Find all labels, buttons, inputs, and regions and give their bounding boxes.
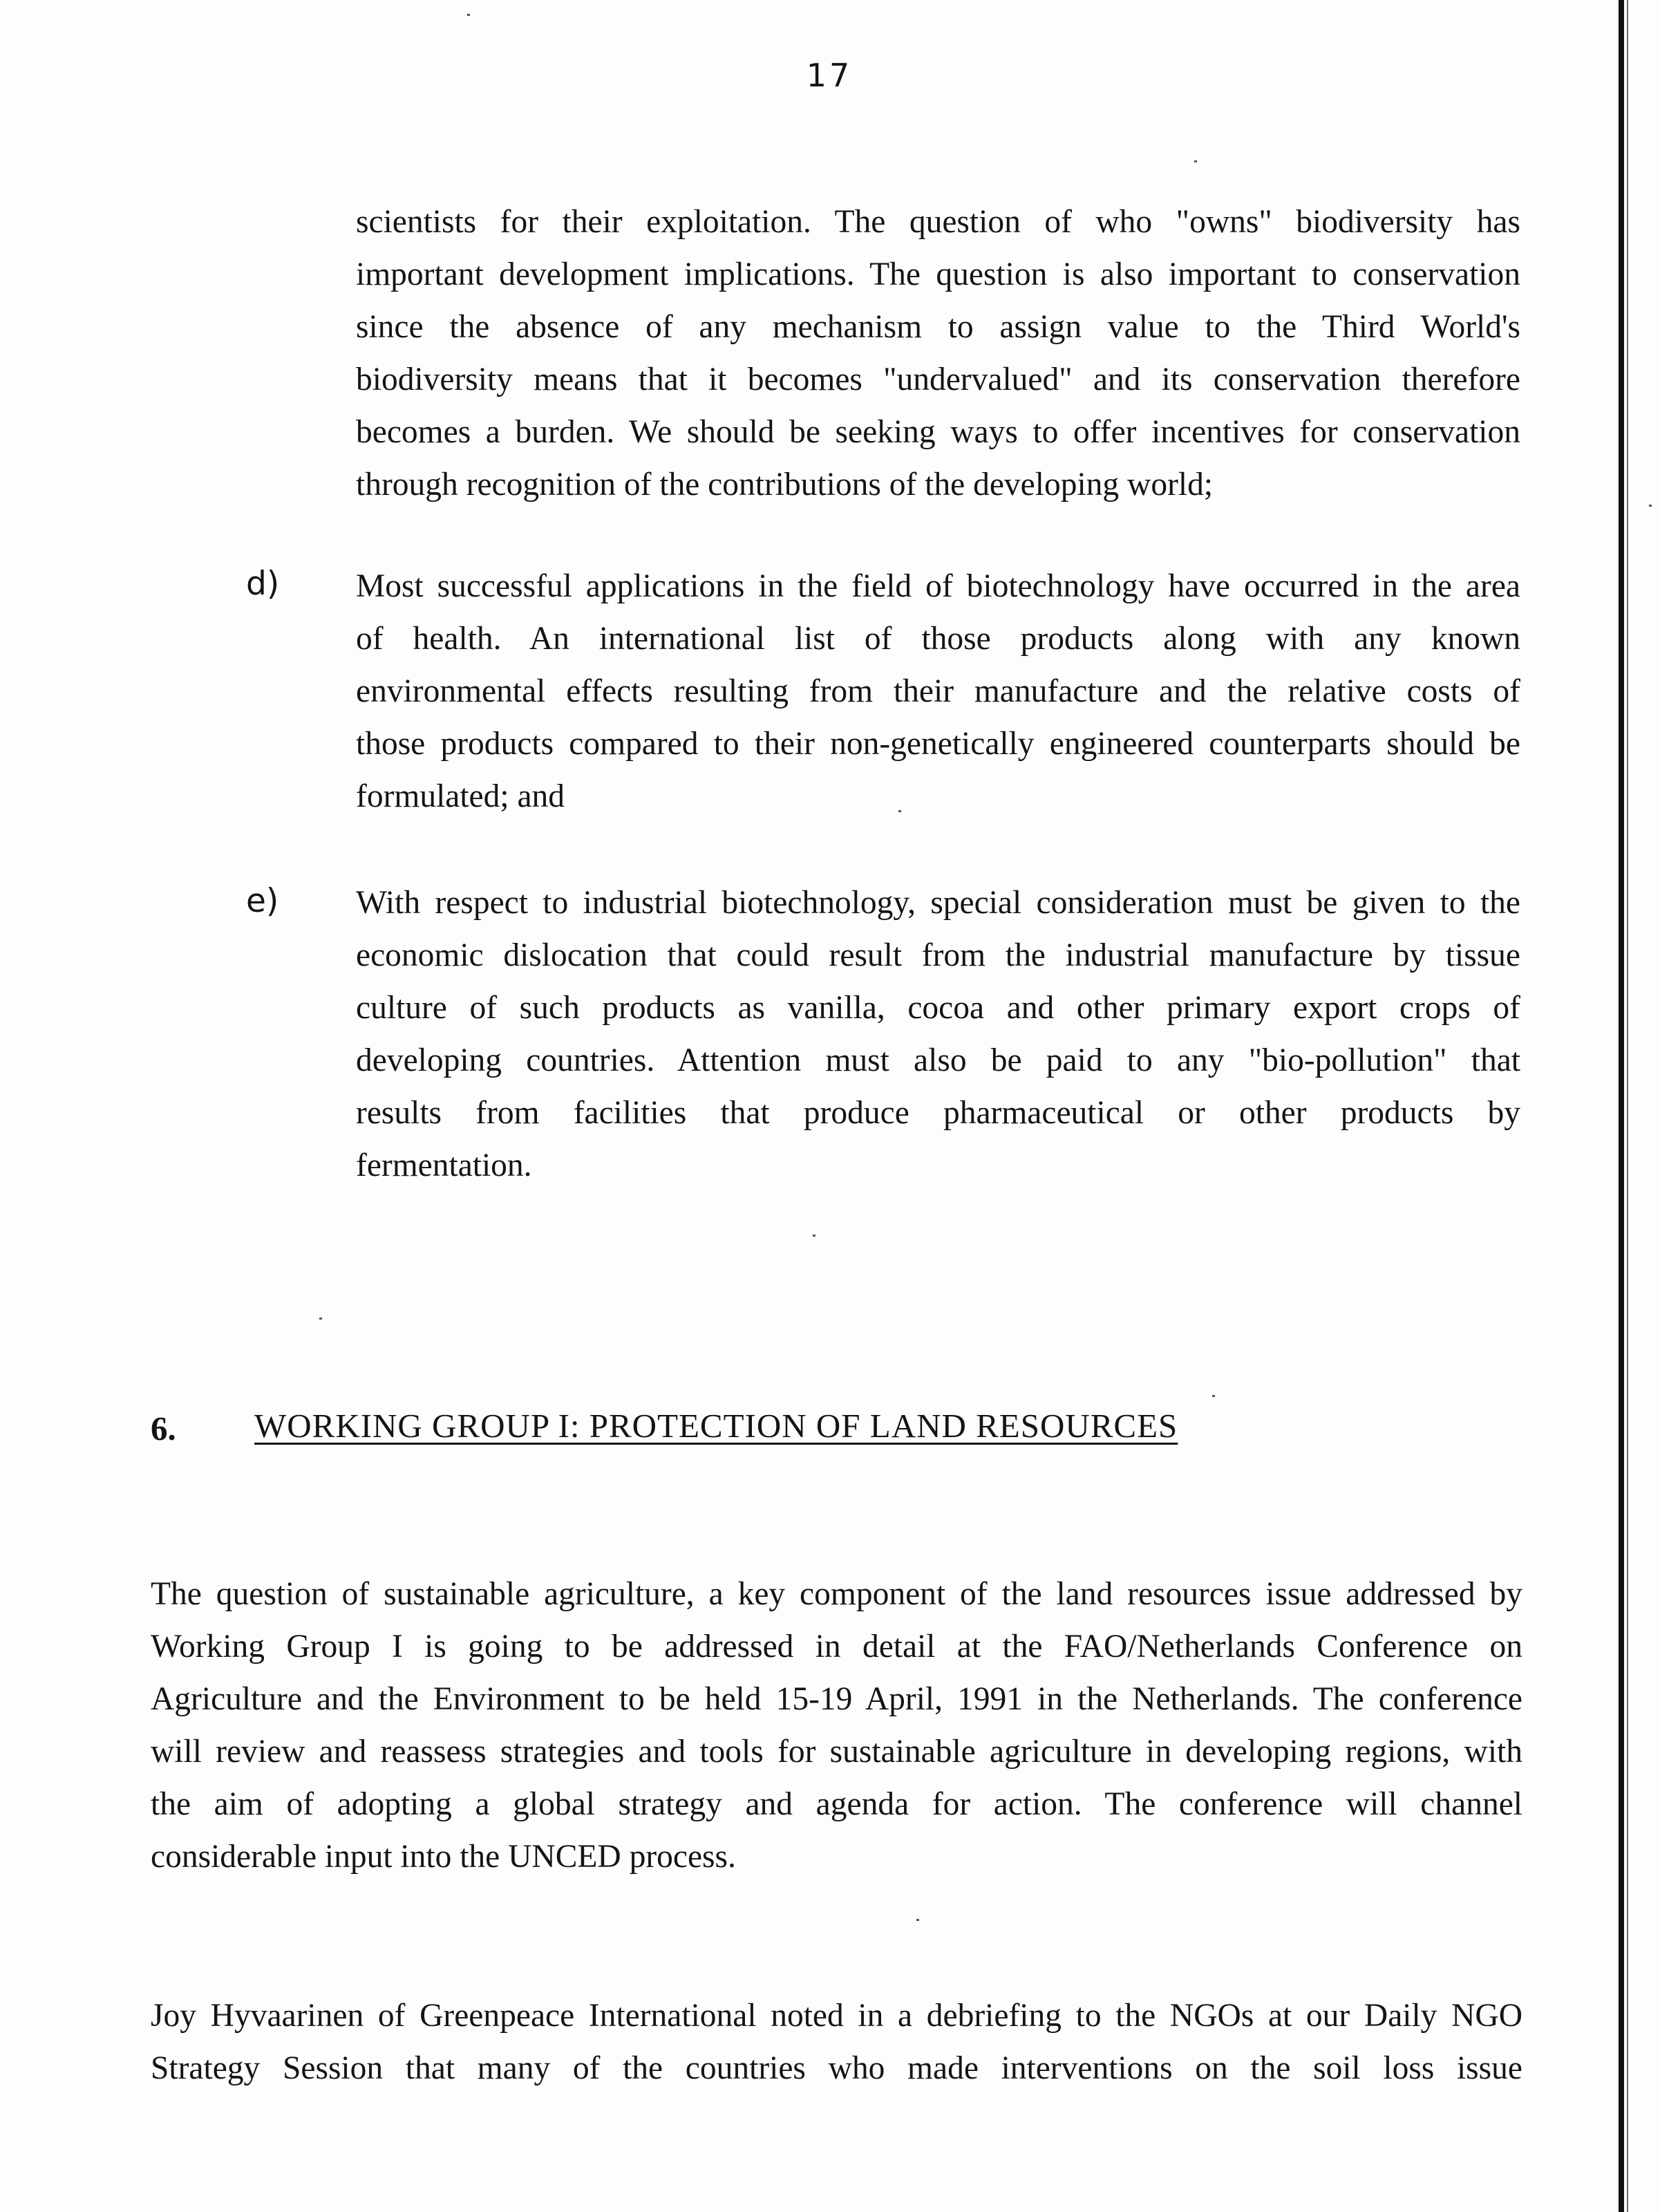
text-line: Strategy Session that many of the countries who made interventions on the soil loss issue — [151, 2050, 1522, 2086]
text-line: important development implications. The question is also important to conservation — [356, 256, 1520, 292]
scan-speck — [1649, 505, 1652, 507]
text-line: developing countries. Attention must also be paid to any "bio-pollution" that — [356, 1042, 1520, 1078]
text-line: fermentation. — [356, 1147, 532, 1183]
text-line: scientists for their exploitation. The question of who "owns" biodiversity has — [356, 204, 1520, 240]
body-paragraph — [151, 1989, 1522, 2094]
text-line: environmental effects resulting from their manufacture and the relative costs of — [356, 673, 1520, 709]
text-line: formulated; and — [356, 778, 565, 814]
text-line: Joy Hyvaarinen of Greenpeace International noted in a debriefing to the NGOs at our Daily NGO — [151, 1998, 1522, 2034]
text-line: through recognition of the contributions of the developing world; — [356, 467, 1214, 503]
text-line: will review and reassess strategies and tools for sustainable agriculture in developing regions, with — [151, 1734, 1522, 1770]
list-item-d — [356, 560, 1520, 823]
text-line: considerable input into the UNCED process. — [151, 1839, 736, 1875]
text-line: since the absence of any mechanism to assign value to the Third World's — [356, 309, 1520, 345]
scan-speck — [319, 1318, 322, 1320]
text-line: culture of such products as vanilla, cocoa and other primary export crops of — [356, 990, 1520, 1026]
scan-speck — [1194, 160, 1197, 162]
body-paragraph — [151, 1568, 1522, 1883]
list-item-e — [356, 877, 1520, 1192]
scan-speck — [898, 810, 901, 812]
scan-border-line — [1619, 0, 1624, 2212]
text-line: biodiversity means that it becomes "undervalued" and its conservation therefore — [356, 362, 1520, 397]
list-item-label-e: e) — [246, 882, 279, 920]
text-line: Most successful applications in the field of biotechnology have occurred in the area — [356, 568, 1520, 604]
list-item-label-d: d) — [246, 565, 280, 603]
text-line: those products compared to their non-genetically engineered counterparts should be — [356, 726, 1520, 762]
list-item-c-continuation — [356, 196, 1520, 511]
scan-speck — [467, 14, 470, 16]
scan-speck — [813, 1235, 815, 1237]
text-line: results from facilities that produce pharmaceutical or other products by — [356, 1095, 1520, 1131]
text-line: becomes a burden. We should be seeking ways to offer incentives for conservation — [356, 414, 1520, 450]
scan-speck — [1212, 1395, 1215, 1397]
text-line: The question of sustainable agriculture, a key component of the land resources issue addressed by — [151, 1576, 1522, 1612]
scan-speck — [916, 1919, 919, 1921]
scan-border-shadow — [1627, 0, 1628, 2212]
text-line: economic dislocation that could result from the industrial manufacture by tissue — [356, 937, 1520, 973]
text-line: of health. An international list of those products along with any known — [356, 621, 1520, 657]
text-line: the aim of adopting a global strategy and agenda for action. The conference will channel — [151, 1786, 1522, 1822]
section-number: 6. — [151, 1409, 176, 1447]
text-line: Agriculture and the Environment to be held 15-19 April, 1991 in the Netherlands. The conference — [151, 1681, 1522, 1717]
section-heading: WORKING GROUP I: PROTECTION OF LAND RESOURCES — [254, 1407, 1178, 1445]
page-number: 17 — [806, 57, 853, 94]
text-line: With respect to industrial biotechnology, special consideration must be given to the — [356, 885, 1520, 921]
text-line: Working Group I is going to be addressed in detail at the FAO/Netherlands Conference on — [151, 1629, 1522, 1665]
